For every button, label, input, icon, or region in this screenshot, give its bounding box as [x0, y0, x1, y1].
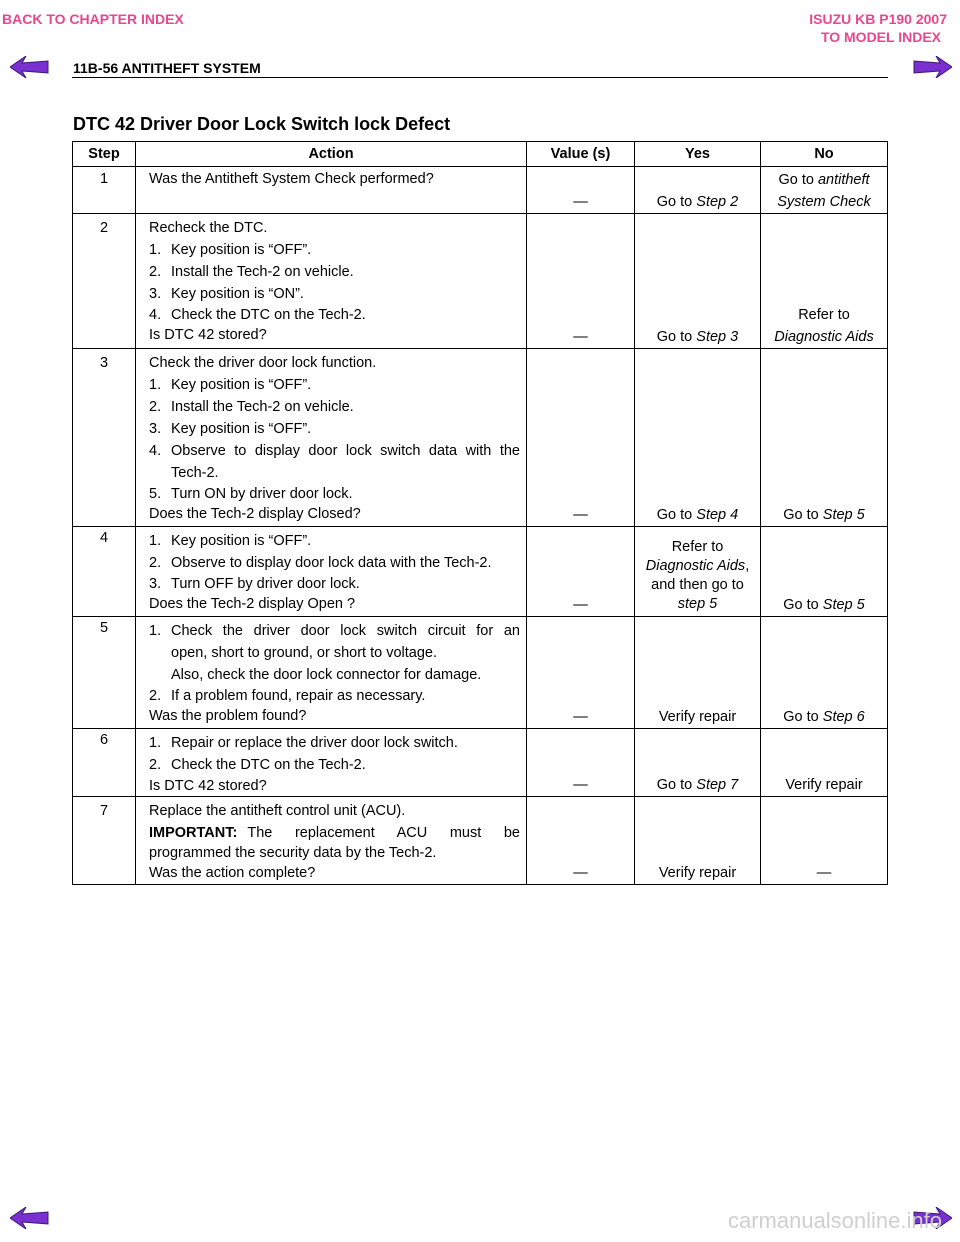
- action-item: 4. Observe to display door lock switch data with the: [149, 443, 520, 459]
- no-step-link[interactable]: Step 5: [822, 597, 865, 613]
- value-cell: [527, 617, 635, 729]
- important-continuation: programmed the security data by the Tech-2.: [149, 845, 437, 861]
- action-question: Does the Tech-2 display Open ?: [149, 596, 356, 612]
- yes-text: Go to: [656, 507, 697, 523]
- yes-cell: [635, 797, 761, 885]
- yes-cell: [635, 617, 761, 729]
- no-text: —: [816, 865, 832, 881]
- action-cell: [136, 797, 527, 885]
- yes-text: Go to: [656, 194, 697, 210]
- action-item-continuation: open, short to ground, or short to voltage.: [171, 645, 437, 661]
- action-item: 1. Repair or replace the driver door lock switch.: [149, 735, 458, 751]
- action-cell: [136, 349, 527, 527]
- yes-step-link[interactable]: Step 3: [696, 329, 739, 345]
- action-question: Is DTC 42 stored?: [149, 327, 267, 343]
- action-item: 5. Turn ON by driver door lock.: [149, 486, 353, 502]
- yes-step-link[interactable]: Step 4: [696, 507, 739, 523]
- action-intro: Check the driver door lock function.: [149, 355, 377, 371]
- step-number: 7: [73, 797, 136, 885]
- action-item: 4. Check the DTC on the Tech-2.: [149, 307, 366, 323]
- no-text: Go to: [778, 172, 818, 188]
- table-header-row: [73, 142, 888, 167]
- header-action: Action: [136, 142, 527, 167]
- value-cell: [527, 349, 635, 527]
- dtc-table: [72, 141, 888, 885]
- yes-cell: [635, 349, 761, 527]
- table-row: [73, 797, 888, 885]
- step-number: 6: [73, 729, 136, 797]
- action-question: Was the Antitheft System Check performed?: [149, 171, 434, 187]
- yes-cell: [635, 167, 761, 214]
- action-item: 1. Key position is “OFF”.: [149, 377, 312, 393]
- value-text: —: [573, 777, 588, 793]
- action-question: Was the action complete?: [149, 865, 316, 881]
- action-item: 2. Check the DTC on the Tech-2.: [149, 757, 366, 773]
- value-cell: [527, 167, 635, 214]
- section-header: 11B-56 ANTITHEFT SYSTEM: [73, 60, 261, 76]
- table-row: [73, 617, 888, 729]
- table-row: [73, 527, 888, 617]
- important-label: IMPORTANT:: [149, 825, 238, 841]
- important-note: [149, 822, 520, 844]
- action-question: Does the Tech-2 display Closed?: [149, 506, 361, 522]
- action-cell: [136, 729, 527, 797]
- step-number: 1: [73, 167, 136, 214]
- no-text: Go to: [783, 507, 823, 523]
- action-item: 3. Turn OFF by driver door lock.: [149, 576, 360, 592]
- action-item: 1. Check the driver door lock switch circuit for an: [149, 623, 520, 639]
- action-item-continuation: Also, check the door lock connector for damage.: [171, 667, 482, 683]
- table-row: [73, 167, 888, 214]
- value-text: —: [573, 507, 588, 523]
- action-item: 2. Install the Tech-2 on vehicle.: [149, 399, 354, 415]
- value-cell: [527, 527, 635, 617]
- yes-punctuation: ,: [745, 558, 750, 574]
- yes-text: Refer to: [671, 539, 724, 555]
- table-row: [73, 349, 888, 527]
- value-text: —: [573, 865, 588, 881]
- back-to-chapter-index-link[interactable]: BACK TO CHAPTER INDEX: [2, 11, 184, 27]
- important-text: The replacement ACU must be: [247, 825, 520, 841]
- step-number: 3: [73, 349, 136, 527]
- action-item: 1. Key position is “OFF”.: [149, 533, 312, 549]
- yes-text: Verify repair: [658, 709, 737, 725]
- watermark: carmanualsonline.info: [727, 1208, 942, 1233]
- value-text: —: [573, 194, 588, 210]
- action-item: 3. Key position is “OFF”.: [149, 421, 312, 437]
- page-title: DTC 42 Driver Door Lock Switch lock Defect: [73, 114, 451, 134]
- yes-cell: [635, 729, 761, 797]
- no-cell: [761, 349, 888, 527]
- action-intro: Replace the antitheft control unit (ACU).: [149, 803, 406, 819]
- no-step-link[interactable]: Step 5: [822, 507, 865, 523]
- yes-text: Go to: [656, 329, 697, 345]
- no-link[interactable]: System Check: [777, 194, 871, 210]
- header-no: No: [761, 142, 888, 167]
- no-cell: [761, 527, 888, 617]
- yes-step-link[interactable]: Step 7: [696, 777, 739, 793]
- model-title-link[interactable]: ISUZU KB P190 2007: [809, 11, 947, 27]
- action-cell: [136, 527, 527, 617]
- yes-text: and then go to: [651, 577, 744, 593]
- no-cell: [761, 797, 888, 885]
- action-cell: [136, 617, 527, 729]
- no-link[interactable]: Diagnostic Aids: [774, 329, 874, 345]
- step-number: 2: [73, 214, 136, 349]
- action-intro: Recheck the DTC.: [149, 220, 268, 236]
- yes-link[interactable]: Diagnostic Aids: [645, 558, 746, 574]
- action-item: 2. If a problem found, repair as necessary.: [149, 688, 426, 704]
- value-cell: [527, 214, 635, 349]
- value-text: —: [573, 597, 588, 613]
- yes-step-link[interactable]: Step 2: [696, 194, 739, 210]
- action-cell: [136, 214, 527, 349]
- model-index-link[interactable]: TO MODEL INDEX: [820, 29, 941, 45]
- yes-text: Go to: [656, 777, 697, 793]
- previous-page-arrow-icon[interactable]: [10, 56, 50, 78]
- step-number: 4: [73, 527, 136, 617]
- no-text: Verify repair: [785, 777, 863, 793]
- step-number: 5: [73, 617, 136, 729]
- no-cell: [761, 214, 888, 349]
- action-item-continuation: Tech-2.: [171, 465, 219, 481]
- previous-page-arrow-icon[interactable]: [10, 1207, 50, 1229]
- no-cell: [761, 729, 888, 797]
- no-cell: [761, 167, 888, 214]
- action-question: Is DTC 42 stored?: [149, 778, 267, 794]
- yes-cell: [635, 214, 761, 349]
- no-text: Go to: [783, 597, 823, 613]
- value-cell: [527, 797, 635, 885]
- table-row: [73, 214, 888, 349]
- action-item: 2. Install the Tech-2 on vehicle.: [149, 264, 354, 280]
- value-cell: [527, 729, 635, 797]
- yes-cell: [635, 527, 761, 617]
- action-question: Was the problem found?: [149, 708, 307, 724]
- value-text: —: [573, 329, 588, 345]
- yes-text: Verify repair: [658, 865, 737, 881]
- no-cell: [761, 617, 888, 729]
- no-text: Refer to: [798, 307, 850, 323]
- header-rule: [72, 77, 888, 78]
- action-item: 3. Key position is “ON”.: [149, 286, 304, 302]
- header-step: Step: [73, 142, 136, 167]
- header-yes: Yes: [635, 142, 761, 167]
- action-cell: [136, 167, 527, 214]
- action-item: 1. Key position is “OFF”.: [149, 242, 312, 258]
- yes-step-link[interactable]: step 5: [677, 596, 718, 612]
- value-text: —: [573, 709, 588, 725]
- no-step-link[interactable]: Step 6: [822, 709, 865, 725]
- no-link[interactable]: antitheft: [817, 172, 870, 188]
- no-text: Go to: [783, 709, 823, 725]
- header-value: Value (s): [527, 142, 635, 167]
- action-item: 2. Observe to display door lock data with the Tech-2.: [149, 555, 492, 571]
- next-page-arrow-icon[interactable]: [912, 56, 952, 78]
- table-row: [73, 729, 888, 797]
